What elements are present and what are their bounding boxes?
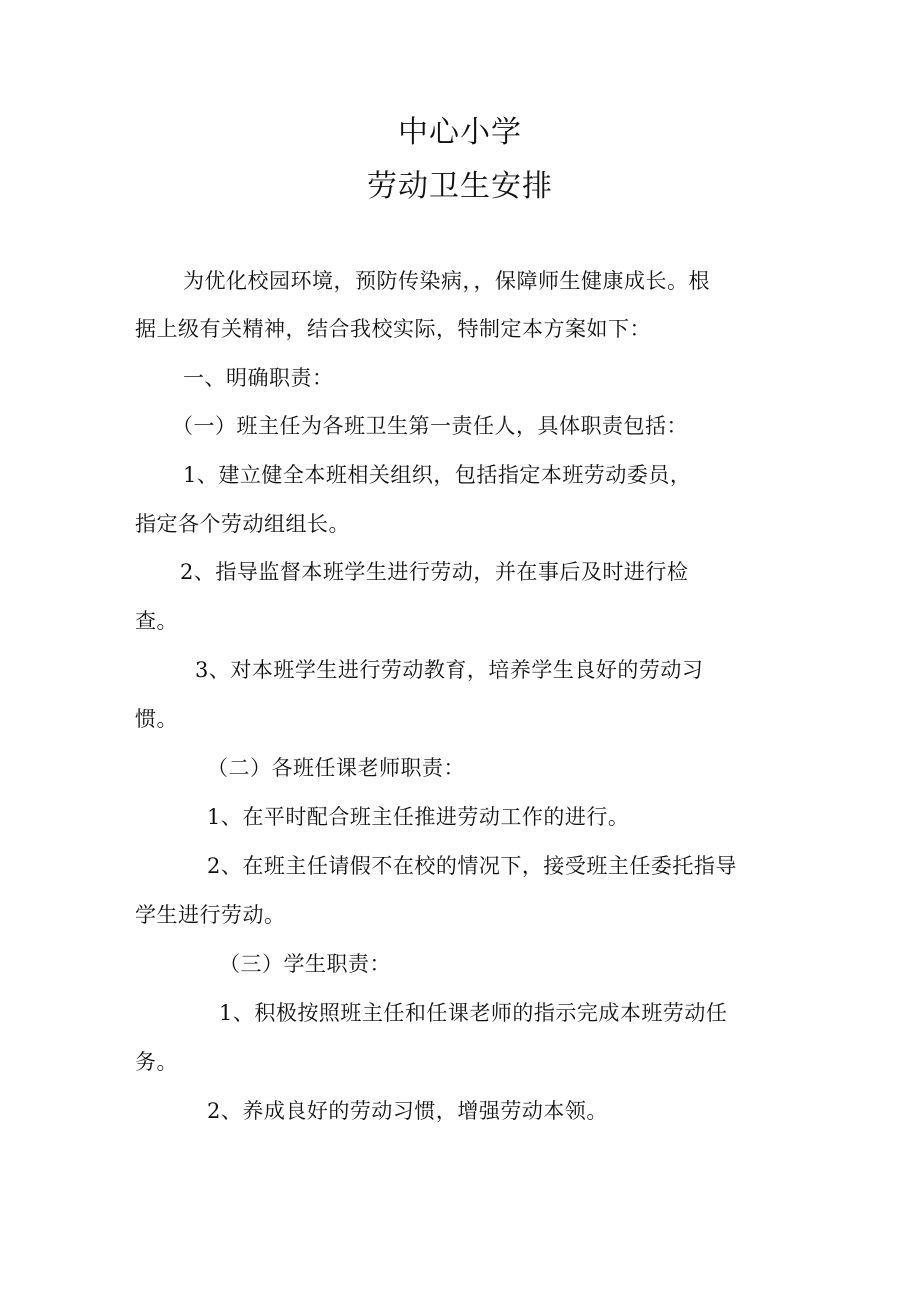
body-line-item-1a: 1、建立健全本班相关组织，包括指定本班劳动委员， <box>183 463 692 487</box>
body-line-teacher-item-2a: 2、在班主任请假不在校的情况下，接受班主任委托指导 <box>207 854 737 878</box>
body-line-intro-2: 据上级有关精神，结合我校实际，特制定本方案如下： <box>135 317 651 341</box>
body-line-student-item-2: 2、养成良好的劳动习惯，增强劳动本领。 <box>207 1099 608 1123</box>
body-line-teacher-item-1: 1、在平时配合班主任推进劳动工作的进行。 <box>207 805 630 829</box>
body-line-student-item-1a: 1、积极按照班主任和任课老师的指示完成本班劳动任 <box>219 1001 728 1025</box>
body-line-teacher-item-2b: 学生进行劳动。 <box>135 903 286 927</box>
body-line-item-3a: 3、对本班学生进行劳动教育，培养学生良好的劳动习 <box>195 658 704 682</box>
body-line-student-item-1b: 务。 <box>135 1050 178 1074</box>
subsection-heading-students: （三）学生职责： <box>219 952 391 976</box>
body-line-item-3b: 惯。 <box>135 707 178 731</box>
document-title-school: 中心小学 <box>398 115 522 150</box>
body-line-intro-1: 为优化校园环境，预防传染病，，保障师生健康成长。根 <box>183 269 710 293</box>
subsection-heading-head-teacher: （一）班主任为各班卫生第一责任人，具体职责包括： <box>172 414 688 438</box>
body-line-item-1b: 指定各个劳动组组长。 <box>135 512 350 536</box>
section-heading-duties: 一、明确职责： <box>183 366 334 390</box>
body-line-item-2a: 2、指导监督本班学生进行劳动，并在事后及时进行检 <box>180 560 689 584</box>
subsection-heading-subject-teachers: （二）各班任课老师职责： <box>207 756 465 780</box>
document-title-main: 劳动卫生安排 <box>367 169 553 204</box>
body-line-item-2b: 查。 <box>135 609 178 633</box>
